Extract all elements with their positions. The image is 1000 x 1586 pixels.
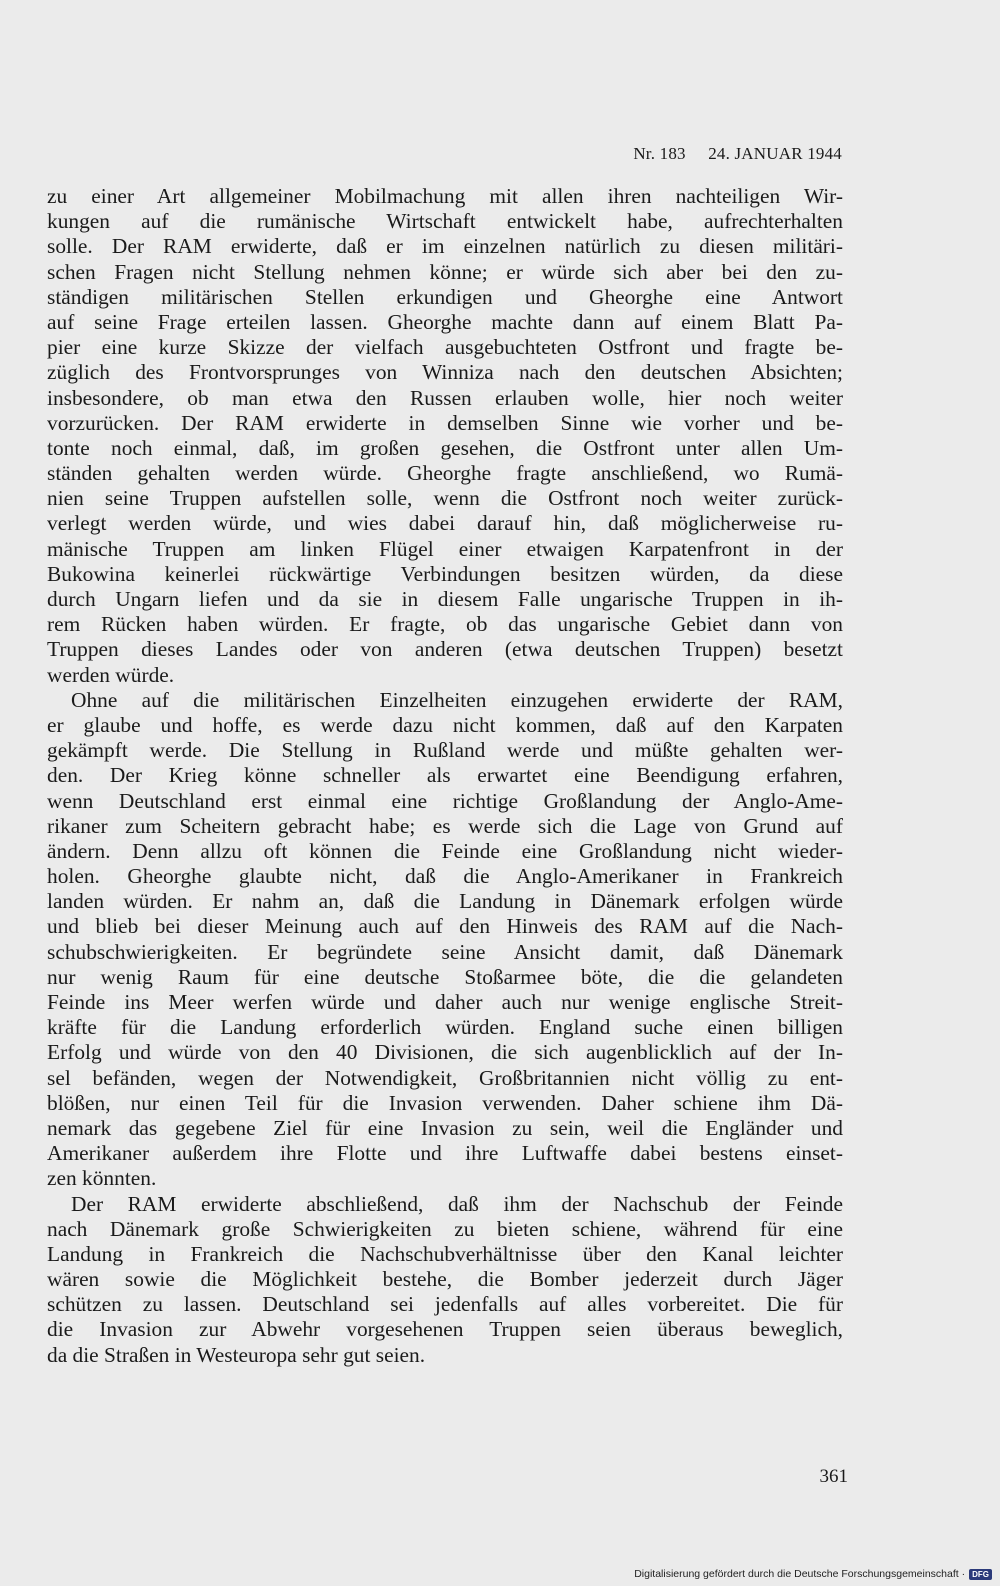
text-line: nemark das gegebene Ziel für eine Invasion zu sein, weil die Engländer und <box>47 1115 843 1140</box>
text-line: Der RAM erwiderte abschließend, daß ihm der Nachschub der Feinde <box>71 1191 843 1216</box>
text-line: ständen gehalten werden würde. Gheorghe fragte anschließend, wo Rumä- <box>47 461 843 486</box>
text-line: zu einer Art allgemeiner Mobilmachung mit allen ihren nachteiligen Wir- <box>47 184 843 208</box>
text-line: verlegt werden würde, und wies dabei darauf hin, daß möglicherweise ru- <box>47 511 843 536</box>
text-line: mänische Truppen am linken Flügel einer etwaigen Karpatenfront in der <box>47 536 843 561</box>
body-text <box>47 184 843 1368</box>
dfg-logo: DFG <box>969 1569 992 1580</box>
text-line: kungen auf die rumänische Wirtschaft entwickelt habe, aufrechterhalten <box>47 209 843 234</box>
text-line: ständigen militärischen Stellen erkundigen und Gheorghe eine Antwort <box>47 284 843 309</box>
text-line: landen würden. Er nahm an, daß die Landung in Dänemark erfolgen würde <box>47 889 843 914</box>
text-line: nien seine Truppen aufstellen solle, wenn die Ostfront noch weiter zurück- <box>47 486 843 511</box>
paragraph <box>47 184 843 688</box>
page-number: 361 <box>819 1466 848 1487</box>
text-line: und blieb bei dieser Meinung auch auf den Hinweis des RAM auf die Nach- <box>47 914 843 939</box>
text-line: er glaube und hoffe, es werde dazu nicht kommen, daß auf den Karpaten <box>47 712 843 737</box>
text-line: den. Der Krieg könne schneller als erwartet eine Beendigung erfahren, <box>47 763 843 788</box>
footer-text: Digitalisierung gefördert durch die Deutsche Forschungsgemeinschaft · <box>634 1568 966 1580</box>
text-line: blößen, nur einen Teil für die Invasion verwenden. Daher schiene ihm Dä- <box>47 1090 843 1115</box>
document-date: 24. JANUAR 1944 <box>708 144 842 163</box>
text-line: solle. Der RAM erwiderte, daß er im einzelnen natürlich zu diesen militäri- <box>47 234 843 259</box>
text-line: zen könnten. <box>47 1166 157 1191</box>
text-line: Feinde ins Meer werfen würde und daher auch nur wenige englische Streit- <box>47 990 843 1014</box>
text-line: sel befänden, wegen der Notwendigkeit, Großbritannien nicht völlig zu ent- <box>47 1065 843 1090</box>
text-line: da die Straßen in Westeuropa sehr gut seien. <box>47 1342 426 1367</box>
text-line: vorzurücken. Der RAM erwiderte in demselben Sinne wie vorher und be- <box>47 410 843 435</box>
text-line: ändern. Denn allzu oft können die Feinde eine Großlandung nicht wieder- <box>47 838 843 863</box>
text-line: kräfte für die Landung erforderlich würden. England suche einen billigen <box>47 1015 843 1040</box>
text-line: Amerikaner außerdem ihre Flotte und ihre Luftwaffe dabei bestens einset- <box>47 1141 843 1166</box>
page-header <box>633 144 842 164</box>
text-line: Ohne auf die militärischen Einzelheiten einzugehen erwiderte der RAM, <box>71 687 843 712</box>
text-line: durch Ungarn liefen und da sie in diesem Falle ungarische Truppen in ih- <box>47 587 843 611</box>
text-line: Landung in Frankreich die Nachschubverhältnisse über den Kanal leichter <box>47 1241 843 1266</box>
text-line: Truppen dieses Landes oder von anderen (etwa deutschen Truppen) besetzt <box>47 637 843 662</box>
text-line: nach Dänemark große Schwierigkeiten zu bieten schiene, während für eine <box>47 1216 843 1241</box>
text-line: schubschwierigkeiten. Er begründete seine Ansicht damit, daß Dänemark <box>47 939 843 964</box>
text-line: holen. Gheorghe glaubte nicht, daß die Anglo-Amerikaner in Frankreich <box>47 864 843 889</box>
text-line: pier eine kurze Skizze der vielfach ausgebuchteten Ostfront und fragte be- <box>47 335 843 360</box>
text-line: auf seine Frage erteilen lassen. Gheorghe machte dann auf einem Blatt Pa- <box>47 309 843 334</box>
text-line: schützen zu lassen. Deutschland sei jedenfalls auf alles vorbereitet. Die für <box>47 1292 843 1317</box>
text-line: züglich des Frontvorsprunges von Winniza nach den deutschen Absichten; <box>47 360 843 385</box>
text-line: gekämpft werde. Die Stellung in Rußland werde und müßte gehalten wer- <box>47 738 843 763</box>
text-line: rikaner zum Scheitern gebracht habe; es werde sich die Lage von Grund auf <box>47 813 843 838</box>
text-line: nur wenig Raum für eine deutsche Stoßarmee böte, die die gelandeten <box>47 964 843 989</box>
text-line: wenn Deutschland erst einmal eine richtige Großlandung der Anglo-Ame- <box>47 788 843 813</box>
text-line: wären sowie die Möglichkeit bestehe, die Bomber jederzeit durch Jäger <box>47 1267 843 1292</box>
text-line: tonte noch einmal, daß, im großen gesehen, die Ostfront unter allen Um- <box>47 435 843 460</box>
paragraph <box>47 688 843 1192</box>
document-number: Nr. 183 <box>633 144 686 163</box>
text-line: rem Rücken haben würden. Er fragte, ob das ungarische Gebiet dann von <box>47 612 843 637</box>
text-line: Bukowina keinerlei rückwärtige Verbindungen besitzen würden, da diese <box>47 561 843 586</box>
paragraph <box>47 1192 843 1368</box>
text-line: die Invasion zur Abwehr vorgesehenen Truppen seien überaus beweglich, <box>47 1317 843 1342</box>
text-line: schen Fragen nicht Stellung nehmen könne; er würde sich aber bei den zu- <box>47 259 843 284</box>
text-line: werden würde. <box>47 662 175 687</box>
text-line: Erfolg und würde von den 40 Divisionen, die sich augenblicklich auf der In- <box>47 1040 843 1065</box>
footer-credit <box>634 1568 992 1580</box>
text-line: insbesondere, ob man etwa den Russen erlauben wolle, hier noch weiter <box>47 385 843 410</box>
